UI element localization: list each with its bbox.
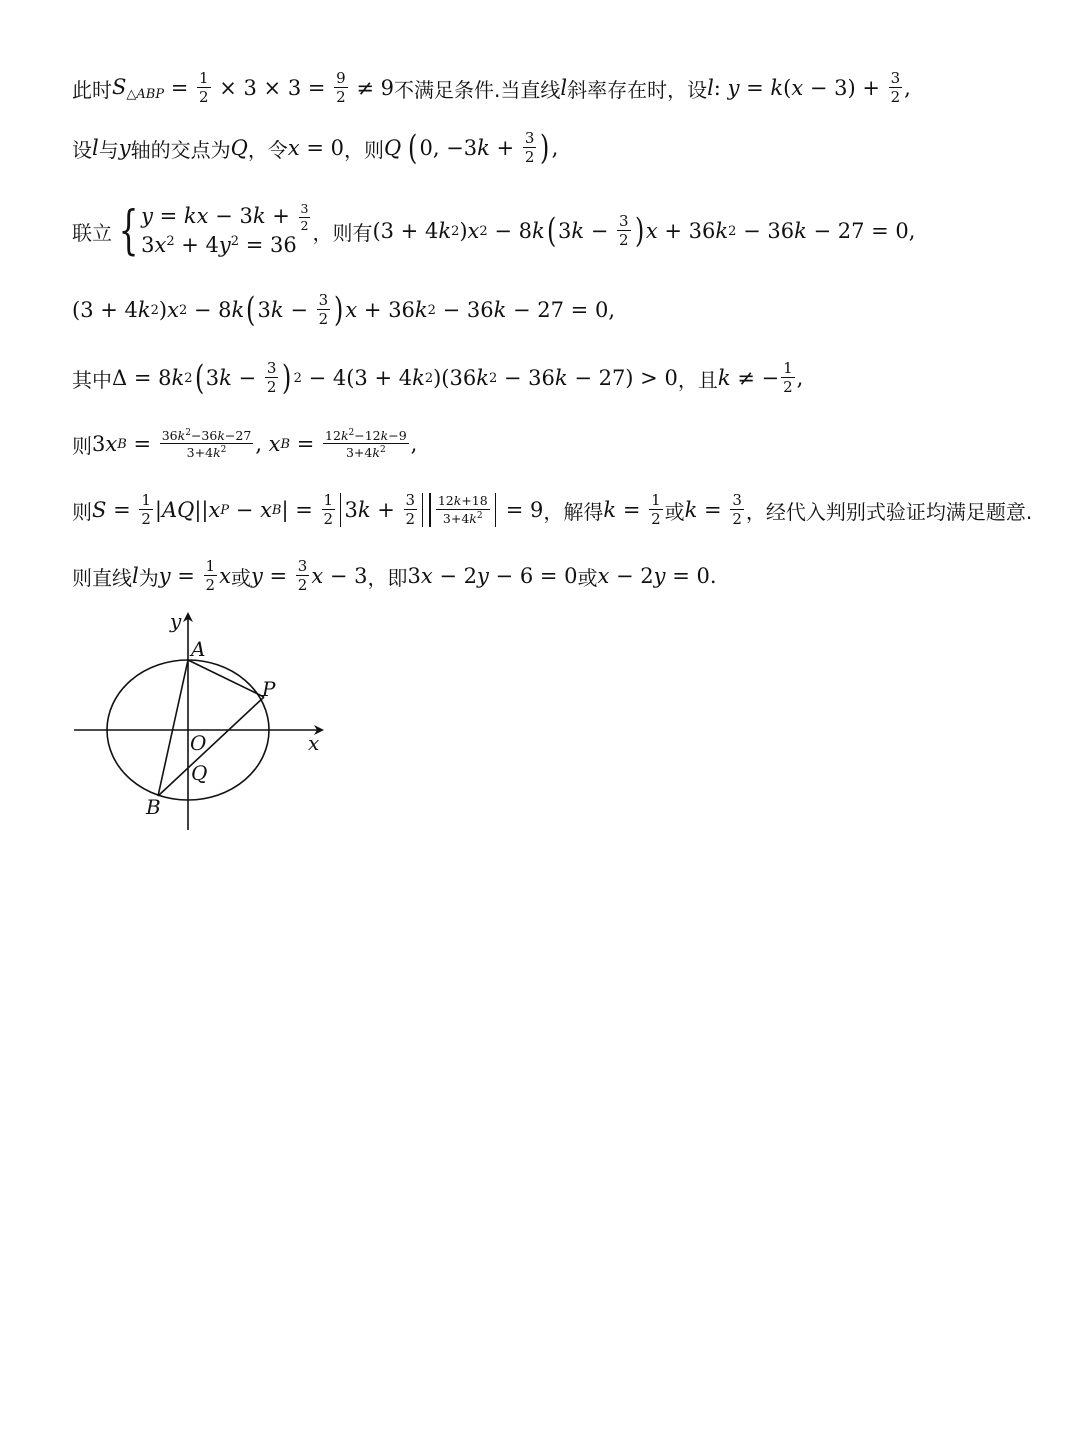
- text-then-7: 则: [72, 499, 92, 524]
- area-symbol: $S_{\triangle ABP}$: [112, 74, 165, 102]
- text-combine: 联立: [72, 220, 112, 245]
- solution-line-3: 联立 { y = kx − 3k + $\frac{3}{2}$ $3x^2 + 4y^2 = 36$ ，则有 (3 + 4 k 2 ) x 2 − 8 k ( 3 k − $\frac{3}{2}$ ) x + 36 k 2 − 36 k − 27 = 0,: [72, 201, 916, 261]
- segment-AB: [158, 660, 188, 796]
- solution-line-2: 设 l 与 y 轴的交点为 Q ，令 x = 0 ，则 Q ( 0, −3 k + $\frac{3}{2}$ ) ,: [72, 128, 559, 168]
- text-slope-exists: 斜率存在时，设: [567, 77, 708, 102]
- ellipse-diagram: [60, 600, 340, 840]
- text-then-have: ，则有: [312, 220, 373, 245]
- label-A: A: [191, 637, 206, 661]
- label-B: B: [146, 795, 161, 819]
- text-where: 其中: [72, 367, 112, 392]
- text-let: 设: [72, 137, 92, 162]
- text-solve: ，解得: [543, 499, 604, 524]
- fraction-three-halves: $\frac{3}{2}$: [890, 69, 901, 106]
- equation-system: y = kx − 3k + $\frac{3}{2}$ $3x^2 + 4y^2 = 36$: [141, 201, 309, 258]
- text-or-8b: 或: [577, 565, 598, 590]
- text-then-6: 则: [72, 433, 92, 458]
- solution-line-1: 此时 $S_{\triangle ABP}$ = $\frac{1}{2}$ × 3 × 3 = $\frac{9}{2}$ ≠ 9 不满足条件.当直线 l 斜率存在时，设 l : y = k ( x − 3) + $\frac{3}{2}$ ,: [72, 69, 911, 106]
- text-verify: ，经代入判别式验证均满足题意.: [745, 499, 1033, 524]
- label-x-axis: x: [308, 731, 320, 755]
- text-intersection: 轴的交点为: [130, 137, 231, 162]
- segment-AP: [188, 660, 264, 697]
- text-namely: ，即: [367, 565, 408, 590]
- label-Q: Q: [191, 761, 208, 785]
- label-y-axis: y: [170, 609, 182, 633]
- text-or-8: 或: [230, 565, 251, 590]
- solution-line-5: 其中 Δ = 8 k 2 ( 3 k − $\frac{3}{2}$ ) 2 − 4(3 + 4 k 2 )(36 k 2 − 36 k − 27) > 0 ，且 k ≠ − $\frac{1}{2}$ ,: [72, 358, 804, 398]
- solution-line-6: 则 3 x B = $\frac{36k^2-36k-27}{3+4k^2}$ , x B = $\frac{12k^2-12k-9}{3+4k^2}$ ,: [72, 427, 418, 460]
- fraction-nine-halves: $\frac{9}{2}$: [336, 69, 346, 106]
- label-P: P: [262, 677, 276, 701]
- text-not-satisfy: 不满足条件.当直线: [394, 77, 561, 102]
- solution-line-7: 则 S = $\frac{1}{2}$ | AQ || x P − x B | = $\frac{1}{2}$ 3 k + $\frac{3}{2}$ $\frac{12k+18}{3+4k^2}$ = 9 ，解得 k = $\frac{1}{2}$ 或 k = $\frac{3}{2}$ ，经代入判别式验证均满足题意.: [72, 491, 1033, 528]
- text-and: 与: [98, 137, 119, 162]
- label-O: O: [190, 731, 207, 755]
- text-then: ，则: [343, 137, 384, 162]
- text-cishi: 此时: [72, 77, 112, 102]
- text-and-also: ，且: [677, 367, 718, 392]
- text-set: ，令: [247, 137, 288, 162]
- text-then-line: 则直线: [72, 565, 132, 590]
- fraction-one-half: $\frac{1}{2}$: [199, 69, 209, 106]
- text-or-7: 或: [664, 499, 685, 524]
- segment-BP: [158, 697, 264, 796]
- text-is: 为: [138, 565, 159, 590]
- solution-line-8: 则直线 l 为 y = $\frac{1}{2}$ x 或 y = $\frac{3}{2}$ x − 3 ，即 3 x − 2 y − 6 = 0 或 x − 2 y = 0.: [72, 557, 717, 594]
- solution-line-4: (3 + 4 k 2 ) x 2 − 8 k ( 3 k − $\frac{3}{2}$ ) x + 36 k 2 − 36 k − 27 = 0,: [72, 290, 615, 330]
